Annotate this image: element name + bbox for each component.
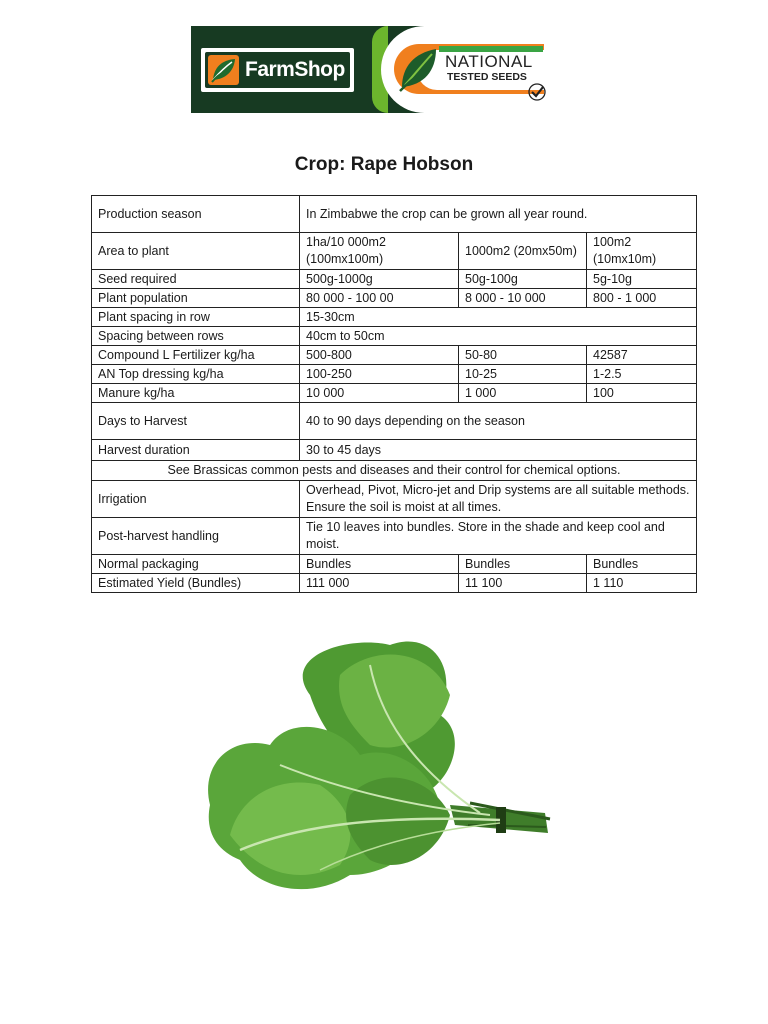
- table-row: [92, 403, 697, 440]
- row-value: 40cm to 50cm: [300, 327, 697, 346]
- table-row: [92, 289, 697, 308]
- table-row: [92, 365, 697, 384]
- table-row: [92, 461, 697, 481]
- nts-subtitle: TESTED SEEDS: [447, 71, 527, 83]
- cell: 42587: [587, 346, 697, 365]
- table-row: [92, 440, 697, 461]
- table-row: [92, 384, 697, 403]
- farmshop-label: FarmShop: [245, 58, 345, 81]
- cell: 500-800: [300, 346, 459, 365]
- farmshop-logo: [201, 48, 354, 92]
- cell: 80 000 - 100 00: [300, 289, 459, 308]
- table-row: [92, 270, 697, 289]
- row-label: Harvest duration: [92, 440, 300, 461]
- row-label: Compound L Fertilizer kg/ha: [92, 346, 300, 365]
- table-row: [92, 308, 697, 327]
- table-row: [92, 327, 697, 346]
- row-label: Production season: [92, 196, 300, 233]
- cell: Bundles: [300, 555, 459, 574]
- cell: 10 000: [300, 384, 459, 403]
- row-label: Area to plant: [92, 233, 300, 270]
- row-value: 30 to 45 days: [300, 440, 697, 461]
- table-row: [92, 518, 697, 555]
- table-row: [92, 481, 697, 518]
- cell: 8 000 - 10 000: [459, 289, 587, 308]
- row-value: Overhead, Pivot, Micro-jet and Drip systems are all suitable methods. Ensure the soil is moist at all times.: [300, 481, 697, 518]
- row-label: Spacing between rows: [92, 327, 300, 346]
- row-label: AN Top dressing kg/ha: [92, 365, 300, 384]
- table-row: [92, 574, 697, 593]
- area-1000m2: 1000m2 (20mx50m): [459, 233, 587, 270]
- cell: 5g-10g: [587, 270, 697, 289]
- seed-leaf-icon: [396, 45, 442, 93]
- cell: 100-250: [300, 365, 459, 384]
- cell: 11 100: [459, 574, 587, 593]
- row-label: Manure kg/ha: [92, 384, 300, 403]
- cell: 500g-1000g: [300, 270, 459, 289]
- cell: Bundles: [459, 555, 587, 574]
- rape-leaves-image: [200, 635, 560, 905]
- row-label: Irrigation: [92, 481, 300, 518]
- cell: 1 110: [587, 574, 697, 593]
- row-label: Estimated Yield (Bundles): [92, 574, 300, 593]
- nts-title: NATIONAL: [445, 52, 533, 71]
- brand-banner: [191, 26, 555, 113]
- page-title: Crop: Rape Hobson: [294, 154, 474, 175]
- row-label: Seed required: [92, 270, 300, 289]
- row-label: Days to Harvest: [92, 403, 300, 440]
- table-row: [92, 233, 697, 270]
- area-100m2: 100m2 (10mx10m): [587, 233, 697, 270]
- cell: 10-25: [459, 365, 587, 384]
- table-row: [92, 555, 697, 574]
- cell: 1 000: [459, 384, 587, 403]
- table-row: [92, 196, 697, 233]
- cell: Bundles: [587, 555, 697, 574]
- row-label: Plant spacing in row: [92, 308, 300, 327]
- cell: 50g-100g: [459, 270, 587, 289]
- table-row: [92, 346, 697, 365]
- row-value: 40 to 90 days depending on the season: [300, 403, 697, 440]
- leaf-icon: [208, 55, 239, 85]
- row-value: 15-30cm: [300, 308, 697, 327]
- cell: 50-80: [459, 346, 587, 365]
- cell: 111 000: [300, 574, 459, 593]
- row-label: Post-harvest handling: [92, 518, 300, 555]
- row-value: In Zimbabwe the crop can be grown all year round.: [300, 196, 697, 233]
- row-label: Normal packaging: [92, 555, 300, 574]
- cell: 100: [587, 384, 697, 403]
- row-label: Plant population: [92, 289, 300, 308]
- pests-note: See Brassicas common pests and diseases and their control for chemical options.: [92, 461, 697, 481]
- row-value: Tie 10 leaves into bundles. Store in the shade and keep cool and moist.: [300, 518, 697, 555]
- certified-check-icon: [527, 82, 547, 102]
- cell: 1-2.5: [587, 365, 697, 384]
- crop-spec-table: [91, 195, 697, 593]
- area-hectare: 1ha/10 000m2 (100mx100m): [300, 233, 459, 270]
- cell: 800 - 1 000: [587, 289, 697, 308]
